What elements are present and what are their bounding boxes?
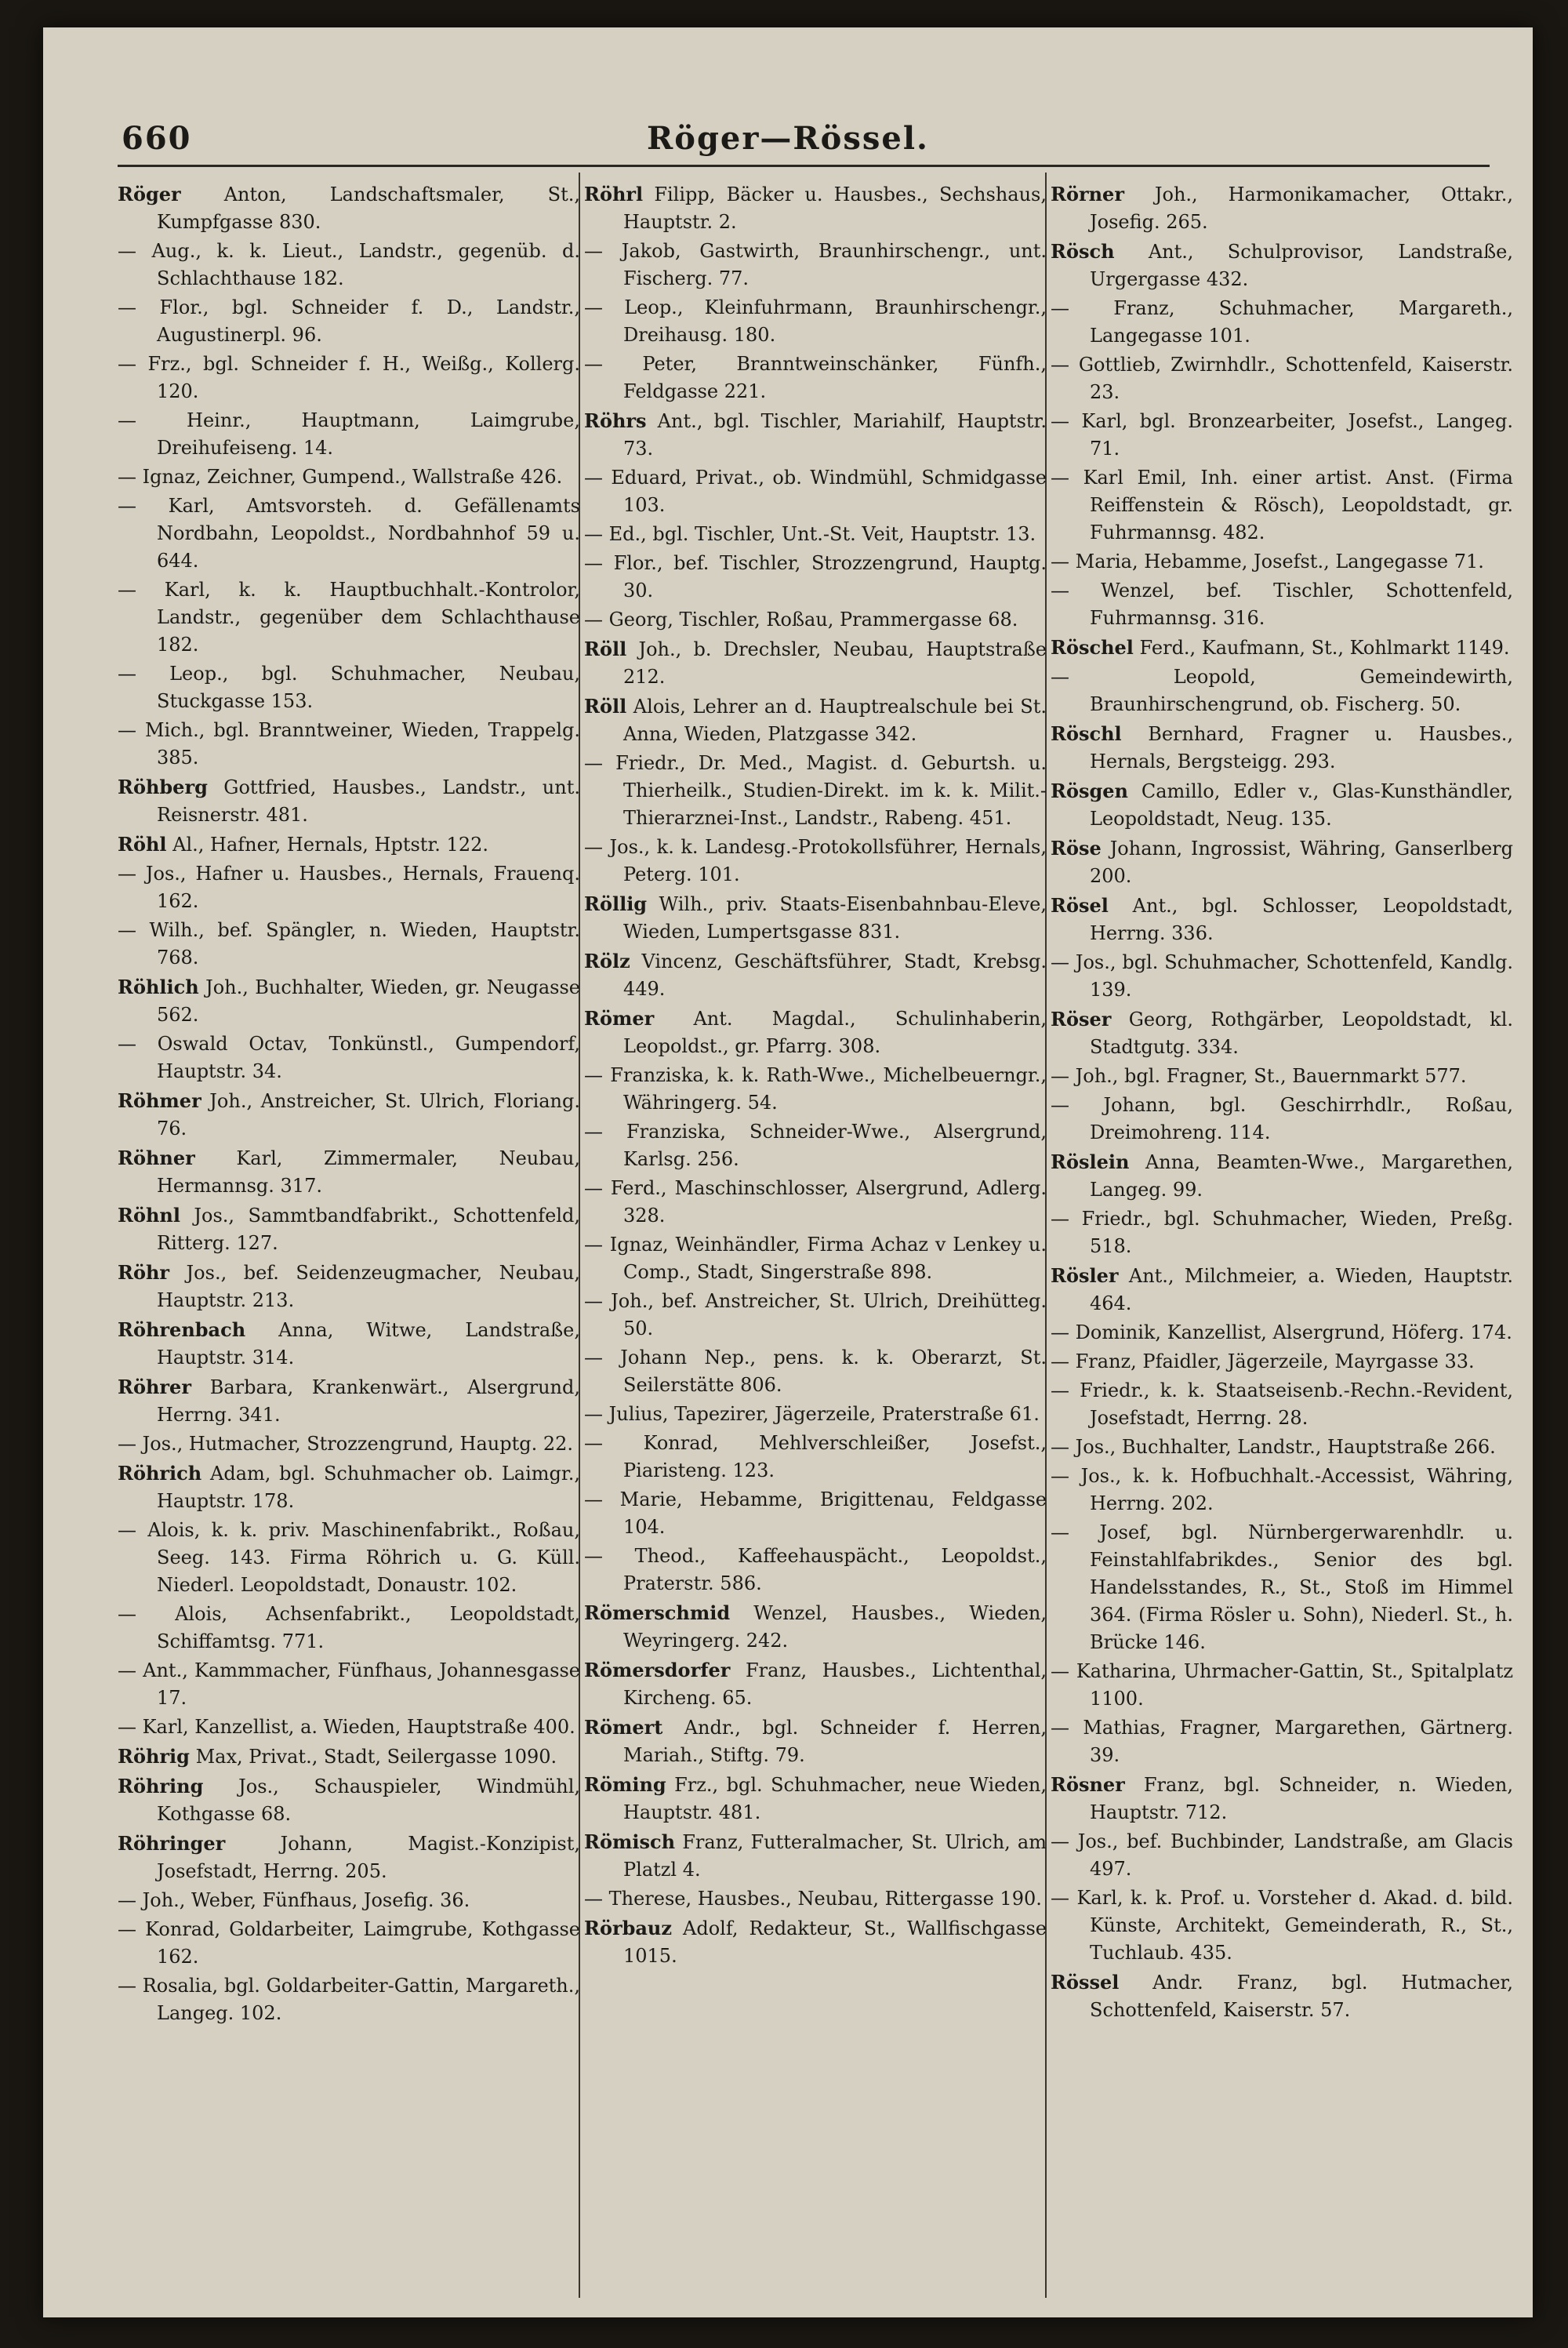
entry-details: Jos., Sammtbandfabrikt., Schottenfeld, Ritterg. 127. [157,1205,580,1254]
entry-details: Johann, Magist.-Konzipist, Josefstadt, Herrng. 205. [157,1833,580,1882]
entry-details: — Karl, Kanzellist, a. Wieden, Hauptstraße 400. [118,1716,575,1738]
entry-details: Wenzel, Hausbes., Wieden, Weyringerg. 242. [623,1602,1047,1652]
directory-entry [1051,1205,1513,1260]
entry-details: — Karl, k. k. Prof. u. Vorsteher d. Akad. d. bild. Künste, Architekt, Gemeinderath, R., St., Tuchlaub. 435. [1051,1887,1513,1964]
entry-details: — Heinr., Hauptmann, Laimgrube, Dreihufeiseng. 14. [118,409,580,459]
directory-entry [584,1231,1047,1286]
directory-entry [118,831,580,859]
directory-entry [118,1430,580,1458]
directory-entry [1051,892,1513,947]
entry-details: — Alois, k. k. priv. Maschinenfabrikt., Roßau, Seeg. 143. Firma Röhrich u. G. Küll. Niederl. Leopoldstadt, Donaustr. 102. [118,1519,580,1596]
entry-details: Camillo, Edler v., Glas-Kunsthändler, Leopoldstadt, Neug. 135. [1090,780,1513,830]
directory-entry [584,521,1047,548]
entry-surname: Rösler [1051,1264,1119,1287]
entry-details: — Peter, Branntweinschänker, Fünfh., Feldgasse 221. [584,353,1047,402]
directory-entry [118,1830,580,1885]
entry-surname: Röschel [1051,636,1134,659]
entry-details: — Ant., Kammmacher, Fünfhaus, Johannesgasse 17. [118,1659,580,1709]
entry-details: — Oswald Octav, Tonkünstl., Gumpendorf, Hauptstr. 34. [118,1033,580,1082]
entry-details: — Karl, Amtsvorsteh. d. Gefällenamts Nordbahn, Leopoldst., Nordbahnhof 59 u. 644. [118,495,580,572]
directory-entry [1051,1092,1513,1147]
directory-entry [118,1657,580,1712]
directory-entry [118,180,580,236]
directory-entry [584,180,1047,236]
directory-entry [1051,180,1513,236]
entry-surname: Römert [584,1716,663,1739]
entry-surname: Römersdorfer [584,1659,731,1681]
entry-details: Ant. Magdal., Schulinhaberin, Leopoldst., gr. Pfarrg. 308. [623,1008,1047,1057]
entry-details: — Jakob, Gastwirth, Braunhirschengr., unt. Fischerg. 77. [584,240,1047,289]
entry-details: — Mathias, Fragner, Margarethen, Gärtnerg. 39. [1051,1717,1513,1766]
directory-entry [118,351,580,405]
directory-entry [1051,777,1513,833]
directory-entry [584,1062,1047,1117]
entry-details: Wilh., priv. Staats-Eisenbahnbau-Eleve, Wieden, Lumpertsgasse 831. [623,893,1047,943]
directory-entry [584,464,1047,519]
directory-entry [118,1259,580,1314]
entry-details: — Karl Emil, Inh. einer artist. Anst. (Firma Reiffenstein & Rösch), Leopoldstadt, gr. Fuhrmannsg. 482. [1051,467,1513,543]
entry-details: — Gottlieb, Zwirnhdlr., Schottenfeld, Kaiserstr. 23. [1051,354,1513,403]
entry-surname: Rölz [584,950,630,972]
entry-details: Ant., bgl. Tischler, Mariahilf, Hauptstr. 73. [623,410,1047,460]
page-header [43,27,1533,157]
directory-entry [118,1714,580,1741]
entry-details: — Franz, Schuhmacher, Margareth., Langegasse 101. [1051,297,1513,347]
entry-details: — Ignaz, Weinhändler, Firma Achaz v Lenkey u. Comp., Stadt, Singerstraße 898. [584,1234,1047,1283]
entry-details: — Karl, bgl. Bronzearbeiter, Josefst., Langeg. 71. [1051,410,1513,460]
entry-details: — Johann, bgl. Geschirrhdlr., Roßau, Dreimohreng. 114. [1051,1094,1513,1143]
directory-entry [1051,548,1513,576]
directory-entry [118,860,580,915]
entry-details: Ant., Milchmeier, a. Wieden, Hauptstr. 464. [1090,1265,1513,1314]
entry-surname: Röll [584,638,627,660]
entry-surname: Rösch [1051,240,1115,263]
entry-details: — Dominik, Kanzellist, Alsergrund, Höferg. 174. [1051,1321,1512,1343]
directory-entry [118,492,580,575]
entry-details: — Ed., bgl. Tischler, Unt.-St. Veit, Hauptstr. 13. [584,523,1036,545]
entry-details: Gottfried, Hausbes., Landstr., unt. Reisnerstr. 481. [157,776,580,826]
entry-surname: Röming [584,1773,666,1796]
entry-details: Joh., Anstreicher, St. Ulrich, Floriang. 76. [157,1090,580,1139]
entry-details: Franz, Hausbes., Lichtenthal, Kircheng. 65. [623,1659,1047,1709]
entry-details: — Friedr., k. k. Staatseisenb.-Rechn.-Revident, Josefstadt, Herrng. 28. [1051,1379,1513,1429]
directory-entry [118,1087,580,1143]
entry-details: Jos., Schauspieler, Windmühl, Kothgasse 68. [157,1776,580,1825]
entry-details: Ant., bgl. Schlosser, Leopoldstadt, Herrng. 336. [1090,895,1513,944]
entry-surname: Röhrer [118,1376,191,1398]
entry-details: — Karl, k. k. Hauptbuchhalt.-Kontrolor, Landstr., gegenüber dem Schlachthause 182. [118,579,580,656]
directory-entry [584,1344,1047,1399]
directory-entry [584,750,1047,832]
directory-entry [118,1201,580,1257]
entry-details: — Rosalia, bgl. Goldarbeiter-Gattin, Margareth., Langeg. 102. [118,1975,580,2024]
entry-details: Johann, Ingrossist, Währing, Ganserlberg 200. [1090,838,1513,887]
entry-details: — Alois, Achsenfabrikt., Leopoldstadt, Schiffamtsg. 771. [118,1603,580,1652]
entry-surname: Röhl [118,833,167,856]
directory-entry [1051,351,1513,406]
entry-details: Barbara, Krankenwärt., Alsergrund, Herrng. 341. [157,1376,580,1426]
directory-entry [118,463,580,491]
entry-surname: Röhrs [584,409,647,432]
entry-details: Bernhard, Fragner u. Hausbes., Hernals, Bergsteigg. 293. [1090,723,1513,772]
entry-details: — Johann Nep., pens. k. k. Oberarzt, St. Seilerstätte 806. [584,1347,1047,1396]
entry-details: — Jos., bef. Buchbinder, Landstraße, am Glacis 497. [1051,1830,1513,1880]
directory-entry [584,890,1047,946]
entry-details: Andr. Franz, bgl. Hutmacher, Schottenfeld, Kaiserstr. 57. [1090,1972,1513,2021]
entry-surname: Röhring [118,1775,204,1797]
entry-details: — Franz, Pfaidler, Jägerzeile, Mayrgasse 33. [1051,1350,1475,1372]
entry-details: Filipp, Bäcker u. Hausbes., Sechshaus, Hauptstr. 2. [623,184,1047,233]
entry-details: Max, Privat., Stadt, Seilergasse 1090. [189,1746,557,1768]
entry-surname: Rössel [1051,1971,1120,1994]
directory-entry [1051,577,1513,632]
entry-details: — Katharina, Uhrmacher-Gattin, St., Spitalplatz 1100. [1051,1660,1513,1710]
page-number: 660 [122,120,192,157]
directory-entry [584,1714,1047,1769]
entry-surname: Röhnl [118,1204,180,1227]
directory-entry [584,1430,1047,1485]
directory-entry [1051,1063,1513,1090]
entry-details: — Leop., Kleinfuhrmann, Braunhirschengr., Dreihausg. 180. [584,296,1047,346]
entry-details: Ferd., Kaufmann, St., Kohlmarkt 1149. [1133,637,1510,659]
directory-entry [1051,1463,1513,1517]
entry-details: — Marie, Hebamme, Brigittenau, Feldgasse 104. [584,1488,1047,1538]
running-head: Röger—Rössel. [647,120,929,157]
directory-entry [118,1316,580,1372]
entry-details: — Jos., Buchhalter, Landstr., Hauptstraße 266. [1051,1436,1496,1458]
entry-surname: Rösner [1051,1773,1125,1796]
entry-surname: Röhr [118,1261,170,1284]
entry-details: — Leopold, Gemeindewirth, Braunhirschengrund, ob. Fischerg. 50. [1051,666,1513,715]
entry-details: Frz., bgl. Schuhmacher, neue Wieden, Hauptstr. 481. [623,1774,1047,1823]
directory-entry [1051,1771,1513,1826]
entry-details: Al., Hafner, Hernals, Hptstr. 122. [166,834,488,856]
directory-entry [1051,1968,1513,2024]
entry-surname: Röser [1051,1008,1112,1030]
directory-entry [1051,1658,1513,1713]
directory-entry [584,294,1047,349]
entry-details: Andr., bgl. Schneider f. Herren, Mariah., Stiftg. 79. [623,1717,1047,1766]
directory-entry [118,1373,580,1429]
entry-details: Joh., Harmonikamacher, Ottakr., Josefig. 265. [1090,184,1513,233]
entry-surname: Rörbauz [584,1917,673,1939]
entry-details: Anna, Witwe, Landstraße, Hauptstr. 314. [157,1319,580,1368]
directory-entry [584,1543,1047,1597]
entry-details: Franz, bgl. Schneider, n. Wieden, Hauptstr. 712. [1090,1774,1513,1823]
entry-details: — Flor., bef. Tischler, Strozzengrund, Hauptg. 30. [584,552,1047,602]
entry-details: — Therese, Hausbes., Neubau, Rittergasse 190. [584,1888,1042,1910]
entry-details: — Friedr., Dr. Med., Magist. d. Geburtsh. u. Thierheilk., Studien-Direkt. im k. k. Milit.-Thierarznei-Inst., Landstr., Rabeng. 451. [584,752,1047,829]
directory-entry [118,917,580,972]
directory-entry [118,1144,580,1200]
entry-details: Alois, Lehrer an d. Hauptrealschule bei St. Anna, Wieden, Platzgasse 342. [623,696,1047,745]
entry-surname: Röllig [584,892,648,915]
directory-entry [1051,949,1513,1004]
directory-entry [584,947,1047,1003]
entry-details: — Joh., bgl. Fragner, St., Bauernmarkt 577. [1051,1065,1467,1087]
entry-details: — Frz., bgl. Schneider f. H., Weißg., Kollerg. 120. [118,353,580,402]
directory-entry [584,1771,1047,1826]
directory-entry [118,1459,580,1515]
directory-entry [118,1887,580,1914]
entry-details: Karl, Zimmermaler, Neubau, Hermannsg. 317. [157,1147,580,1197]
entry-surname: Röschl [1051,722,1122,745]
entry-details: — Jos., k. k. Landesg.-Protokollsführer, Hernals, Peterg. 101. [584,836,1047,885]
directory-entry [584,1828,1047,1884]
directory-entry [118,1517,580,1599]
entry-details: Joh., b. Drechsler, Neubau, Hauptstraße 212. [623,638,1047,688]
entry-surname: Röhrenbach [118,1318,246,1341]
entry-details: — Joh., Weber, Fünfhaus, Josefig. 36. [118,1889,470,1911]
directory-entry [1051,1348,1513,1376]
directory-page [43,27,1533,2317]
directory-entry [584,238,1047,293]
entry-details: — Theod., Kaffeehauspächt., Leopoldst., Praterstr. 586. [584,1545,1047,1594]
entry-details: — Georg, Tischler, Roßau, Prammergasse 68. [584,609,1018,631]
entry-details: — Joh., bef. Anstreicher, St. Ulrich, Dreihütteg. 50. [584,1290,1047,1339]
directory-entry [584,606,1047,634]
entry-details: — Josef, bgl. Nürnbergerwarenhdlr. u. Feinstahlfabrikdes., Senior des bgl. Handelsstandes, R., St., Stoß im Himmel 364. (Firma Rösler u. Sohn), Niederl. St., h. Brücke 146. [1051,1521,1513,1653]
entry-surname: Röslein [1051,1150,1130,1173]
entry-details: — Jos., Hutmacher, Strozzengrund, Hauptg. 22. [118,1433,574,1455]
directory-entry [584,1656,1047,1712]
entry-surname: Röhlich [118,976,199,998]
entry-surname: Rörner [1051,183,1124,205]
directory-entry [584,692,1047,748]
directory-entry [1051,1262,1513,1318]
entry-details: Anton, Landschaftsmaler, St., Kumpfgasse 830. [157,184,580,233]
directory-entry [1051,238,1513,293]
directory-entry [118,1772,580,1828]
entry-details: Ant., Schulprovisor, Landstraße, Urgergasse 432. [1090,241,1513,290]
directory-entry [118,1972,580,2027]
entry-details: — Jos., bgl. Schuhmacher, Schottenfeld, Kandlg. 139. [1051,951,1513,1001]
entry-surname: Röhrig [118,1745,190,1768]
directory-entry [1051,464,1513,547]
entry-surname: Röhberg [118,776,208,798]
directory-entry [1051,1377,1513,1432]
directory-entry [118,717,580,772]
directory-entry [584,1175,1047,1230]
entry-surname: Röhmer [118,1089,201,1112]
entry-details: Vincenz, Geschäftsführer, Stadt, Krebsg. 449. [623,950,1047,1000]
entry-details: — Leop., bgl. Schuhmacher, Neubau, Stuckgasse 153. [118,663,580,712]
directory-entry [584,1486,1047,1541]
entry-surname: Röhner [118,1147,195,1169]
entry-details: — Jos., k. k. Hofbuchhalt.-Accessist, Währing, Herrng. 202. [1051,1465,1513,1514]
directory-entry [584,1599,1047,1655]
entry-surname: Röhringer [118,1832,226,1855]
entry-details: — Franziska, k. k. Rath-Wwe., Michelbeuerngr., Währingerg. 54. [584,1064,1047,1114]
entry-surname: Rösgen [1051,780,1128,802]
directory-entry [584,550,1047,605]
entry-details: — Ferd., Maschinschlosser, Alsergrund, Adlerg. 328. [584,1177,1047,1227]
directory-entry [584,1288,1047,1343]
entry-details: — Jos., Hafner u. Hausbes., Hernals, Frauenq. 162. [118,863,580,912]
directory-entry [118,1601,580,1656]
directory-entry [118,407,580,462]
directory-entry [584,1005,1047,1060]
entry-surname: Römisch [584,1830,676,1853]
entry-details: — Maria, Hebamme, Josefst., Langegasse 71. [1051,551,1484,572]
entry-surname: Röse [1051,837,1102,860]
entry-details: — Wilh., bef. Spängler, n. Wieden, Hauptstr. 768. [118,919,580,969]
directory-entry [1051,1828,1513,1883]
directory-entry [118,1916,580,1971]
entry-details: — Flor., bgl. Schneider f. D., Landstr., Augustinerpl. 96. [118,296,580,346]
column-1 [118,180,580,2290]
entry-details: — Franziska, Schneider-Wwe., Alsergrund, Karlsg. 256. [584,1121,1047,1170]
directory-entry [1051,295,1513,350]
entry-surname: Röger [118,183,181,205]
directory-entry [118,973,580,1029]
entry-surname: Rösel [1051,894,1109,917]
entry-details: Anna, Beamten-Wwe., Margarethen, Langeg. 99. [1090,1151,1513,1201]
entry-surname: Röhrich [118,1462,202,1485]
directory-entry [1051,1714,1513,1769]
entry-details: — Konrad, Mehlverschleißer, Josefst., Piaristeng. 123. [584,1432,1047,1481]
entry-details: — Wenzel, bef. Tischler, Schottenfeld, Fuhrmannsg. 316. [1051,580,1513,629]
entry-surname: Röll [584,695,627,718]
directory-entry [1051,1148,1513,1204]
directory-entry [584,635,1047,691]
entry-details: Adolf, Redakteur, St., Wallfischgasse 1015. [623,1917,1047,1967]
directory-entry [118,1030,580,1085]
directory-entry [1051,720,1513,776]
entry-details: — Ignaz, Zeichner, Gumpend., Wallstraße 426. [118,466,563,488]
directory-entry [1051,1005,1513,1061]
directory-entry [1051,634,1513,662]
column-3 [1051,180,1513,2290]
directory-entry [584,1118,1047,1173]
column-2 [584,180,1047,2290]
directory-entry [584,1401,1047,1428]
directory-entry [1051,1434,1513,1461]
entry-surname: Röhrl [584,183,644,205]
directory-entry [584,407,1047,463]
directory-entry [1051,834,1513,890]
directory-entry [118,1743,580,1771]
entry-details: — Konrad, Goldarbeiter, Laimgrube, Kothgasse 162. [118,1918,580,1968]
directory-entry [118,660,580,715]
entry-details: — Eduard, Privat., ob. Windmühl, Schmidgasse 103. [584,467,1047,516]
directory-entry [1051,663,1513,718]
directory-entry [584,351,1047,405]
entry-details: — Mich., bgl. Branntweiner, Wieden, Trappelg. 385. [118,719,580,769]
directory-entry [1051,1885,1513,1967]
directory-entry [118,773,580,829]
directory-entry [1051,408,1513,463]
entry-details: Adam, bgl. Schuhmacher ob. Laimgr., Hauptstr. 178. [157,1463,580,1512]
entry-details: — Aug., k. k. Lieut., Landstr., gegenüb. d. Schlachthause 182. [118,240,580,289]
directory-entry [584,1885,1047,1913]
directory-entry [584,834,1047,889]
directory-entry [1051,1519,1513,1656]
entry-surname: Römer [584,1007,655,1030]
entry-surname: Römerschmid [584,1601,731,1624]
header-rule [118,165,1490,167]
entry-details: Jos., bef. Seidenzeugmacher, Neubau, Hauptstr. 213. [157,1262,580,1311]
directory-entry [118,576,580,659]
entry-details: — Julius, Tapezirer, Jägerzeile, Praterstraße 61. [584,1403,1040,1425]
directory-entry [118,238,580,293]
directory-entry [118,294,580,349]
entry-details: Georg, Rothgärber, Leopoldstadt, kl. Stadtgutg. 334. [1090,1009,1513,1058]
directory-entry [584,1914,1047,1970]
directory-entry [1051,1319,1513,1347]
entry-details: Franz, Futteralmacher, St. Ulrich, am Platzl 4. [623,1831,1047,1881]
entry-details: Joh., Buchhalter, Wieden, gr. Neugasse 562. [157,976,580,1026]
entry-details: — Friedr., bgl. Schuhmacher, Wieden, Preßg. 518. [1051,1208,1513,1257]
